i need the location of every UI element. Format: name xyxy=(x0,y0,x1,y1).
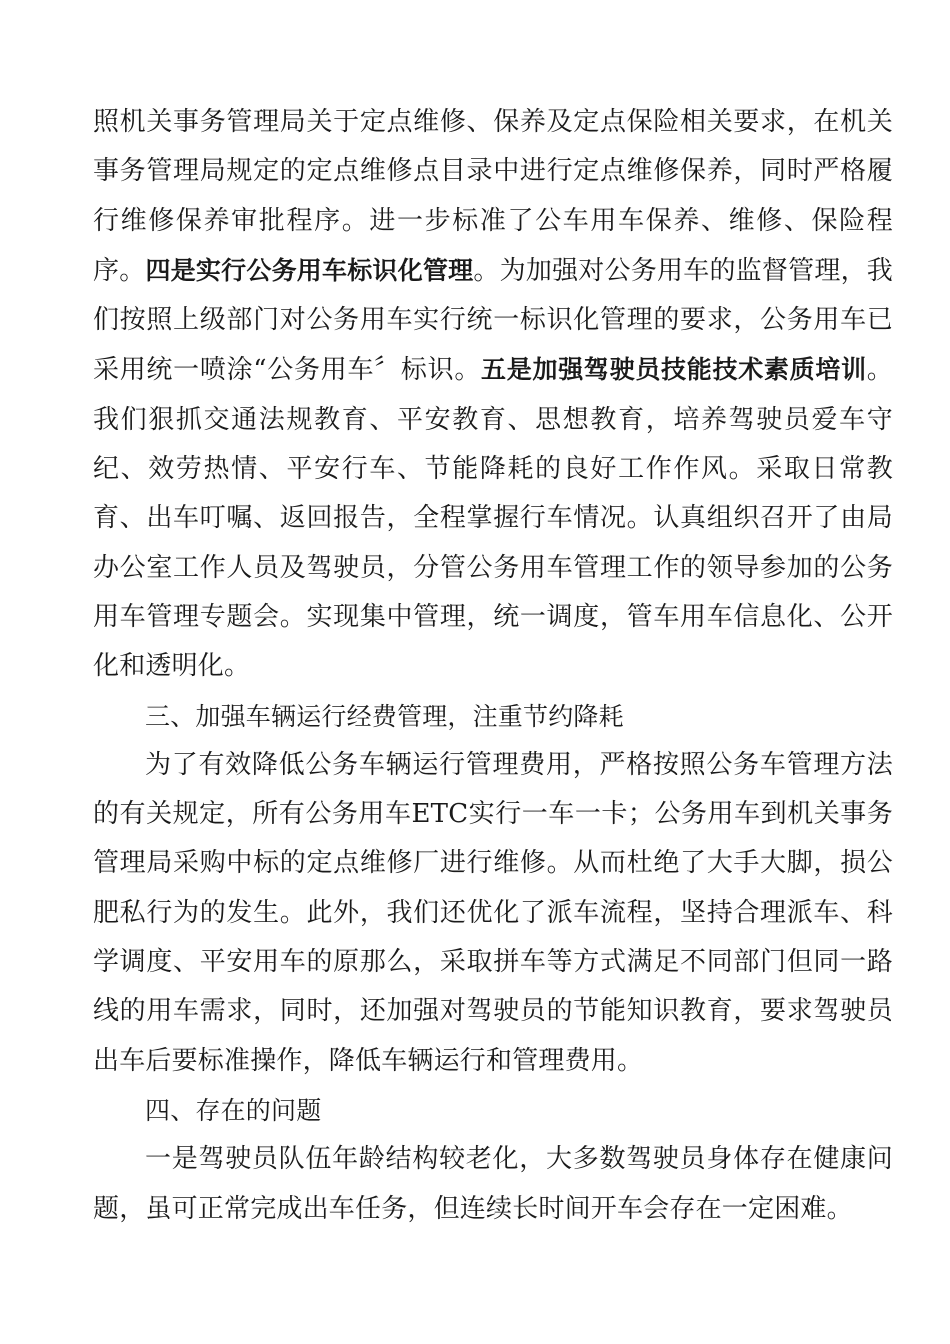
paragraph-vehicle-management xyxy=(93,98,893,692)
document-body xyxy=(93,98,893,1234)
bold-point-four: 四是实行公务用车标识化管理 xyxy=(145,255,474,285)
bold-point-five: 五是加强驾驶员技能技术素质培训 xyxy=(481,355,867,385)
paragraph-text: 。我们狠抓交通法规教育、平安教育、思想教育，培养驾驶员爱车守纪、效劳热情、平安行车、节能降耗的良好工作作风。采取日常教育、出车叮嘱、返回报告，全程掌握行车情况。认真组织召开了由局办公室工作人员及驾驶员，分管公务用车管理工作的领导参加的公务用车管理专题会。实现集中管理，统一调度，管车用车信息化、公开化和透明化。 xyxy=(93,355,893,682)
paragraph-cost-control: 为了有效降低公务车辆运行管理费用，严格按照公务车管理方法的有关规定，所有公务用车ETC实行一车一卡；公务用车到机关事务管理局采购中标的定点维修厂进行维修。从而杜绝了大手大脚，损公肥私行为的发生。此外，我们还优化了派车流程，坚持合理派车、科学调度、平安用车的原那么，采取拼车等方式满足不同部门但同一路线的用车需求，同时，还加强对驾驶员的节能知识教育，要求驾驶员出车后要标准操作，降低车辆运行和管理费用。 xyxy=(93,749,893,1076)
section-heading-four: 四、存在的问题 xyxy=(145,1095,322,1125)
paragraph-problems: 一是驾驶员队伍年龄结构较老化，大多数驾驶员身体存在健康问题，虽可正常完成出车任务，但连续长时间开车会存在一定困难。 xyxy=(93,1144,893,1224)
section-heading-three: 三、加强车辆运行经费管理，注重节约降耗 xyxy=(145,701,624,731)
paragraph-text: 照机关事务管理局关于定点维修、保养及定点保险相关要求，在机关事务管理局规定的定点维修点目录中进行定点维修保养，同时严格履行维修保养审批程序。进一步标准了公车用车保养、维修、保险程序。 xyxy=(93,107,893,286)
paragraph-text: 。为加强对公务用车的监督管理，我们按照上级部门对公务用车实行统一标识化管理的要求，公务用车已采用统一喷涂“公务用车〞标识。 xyxy=(93,255,893,386)
